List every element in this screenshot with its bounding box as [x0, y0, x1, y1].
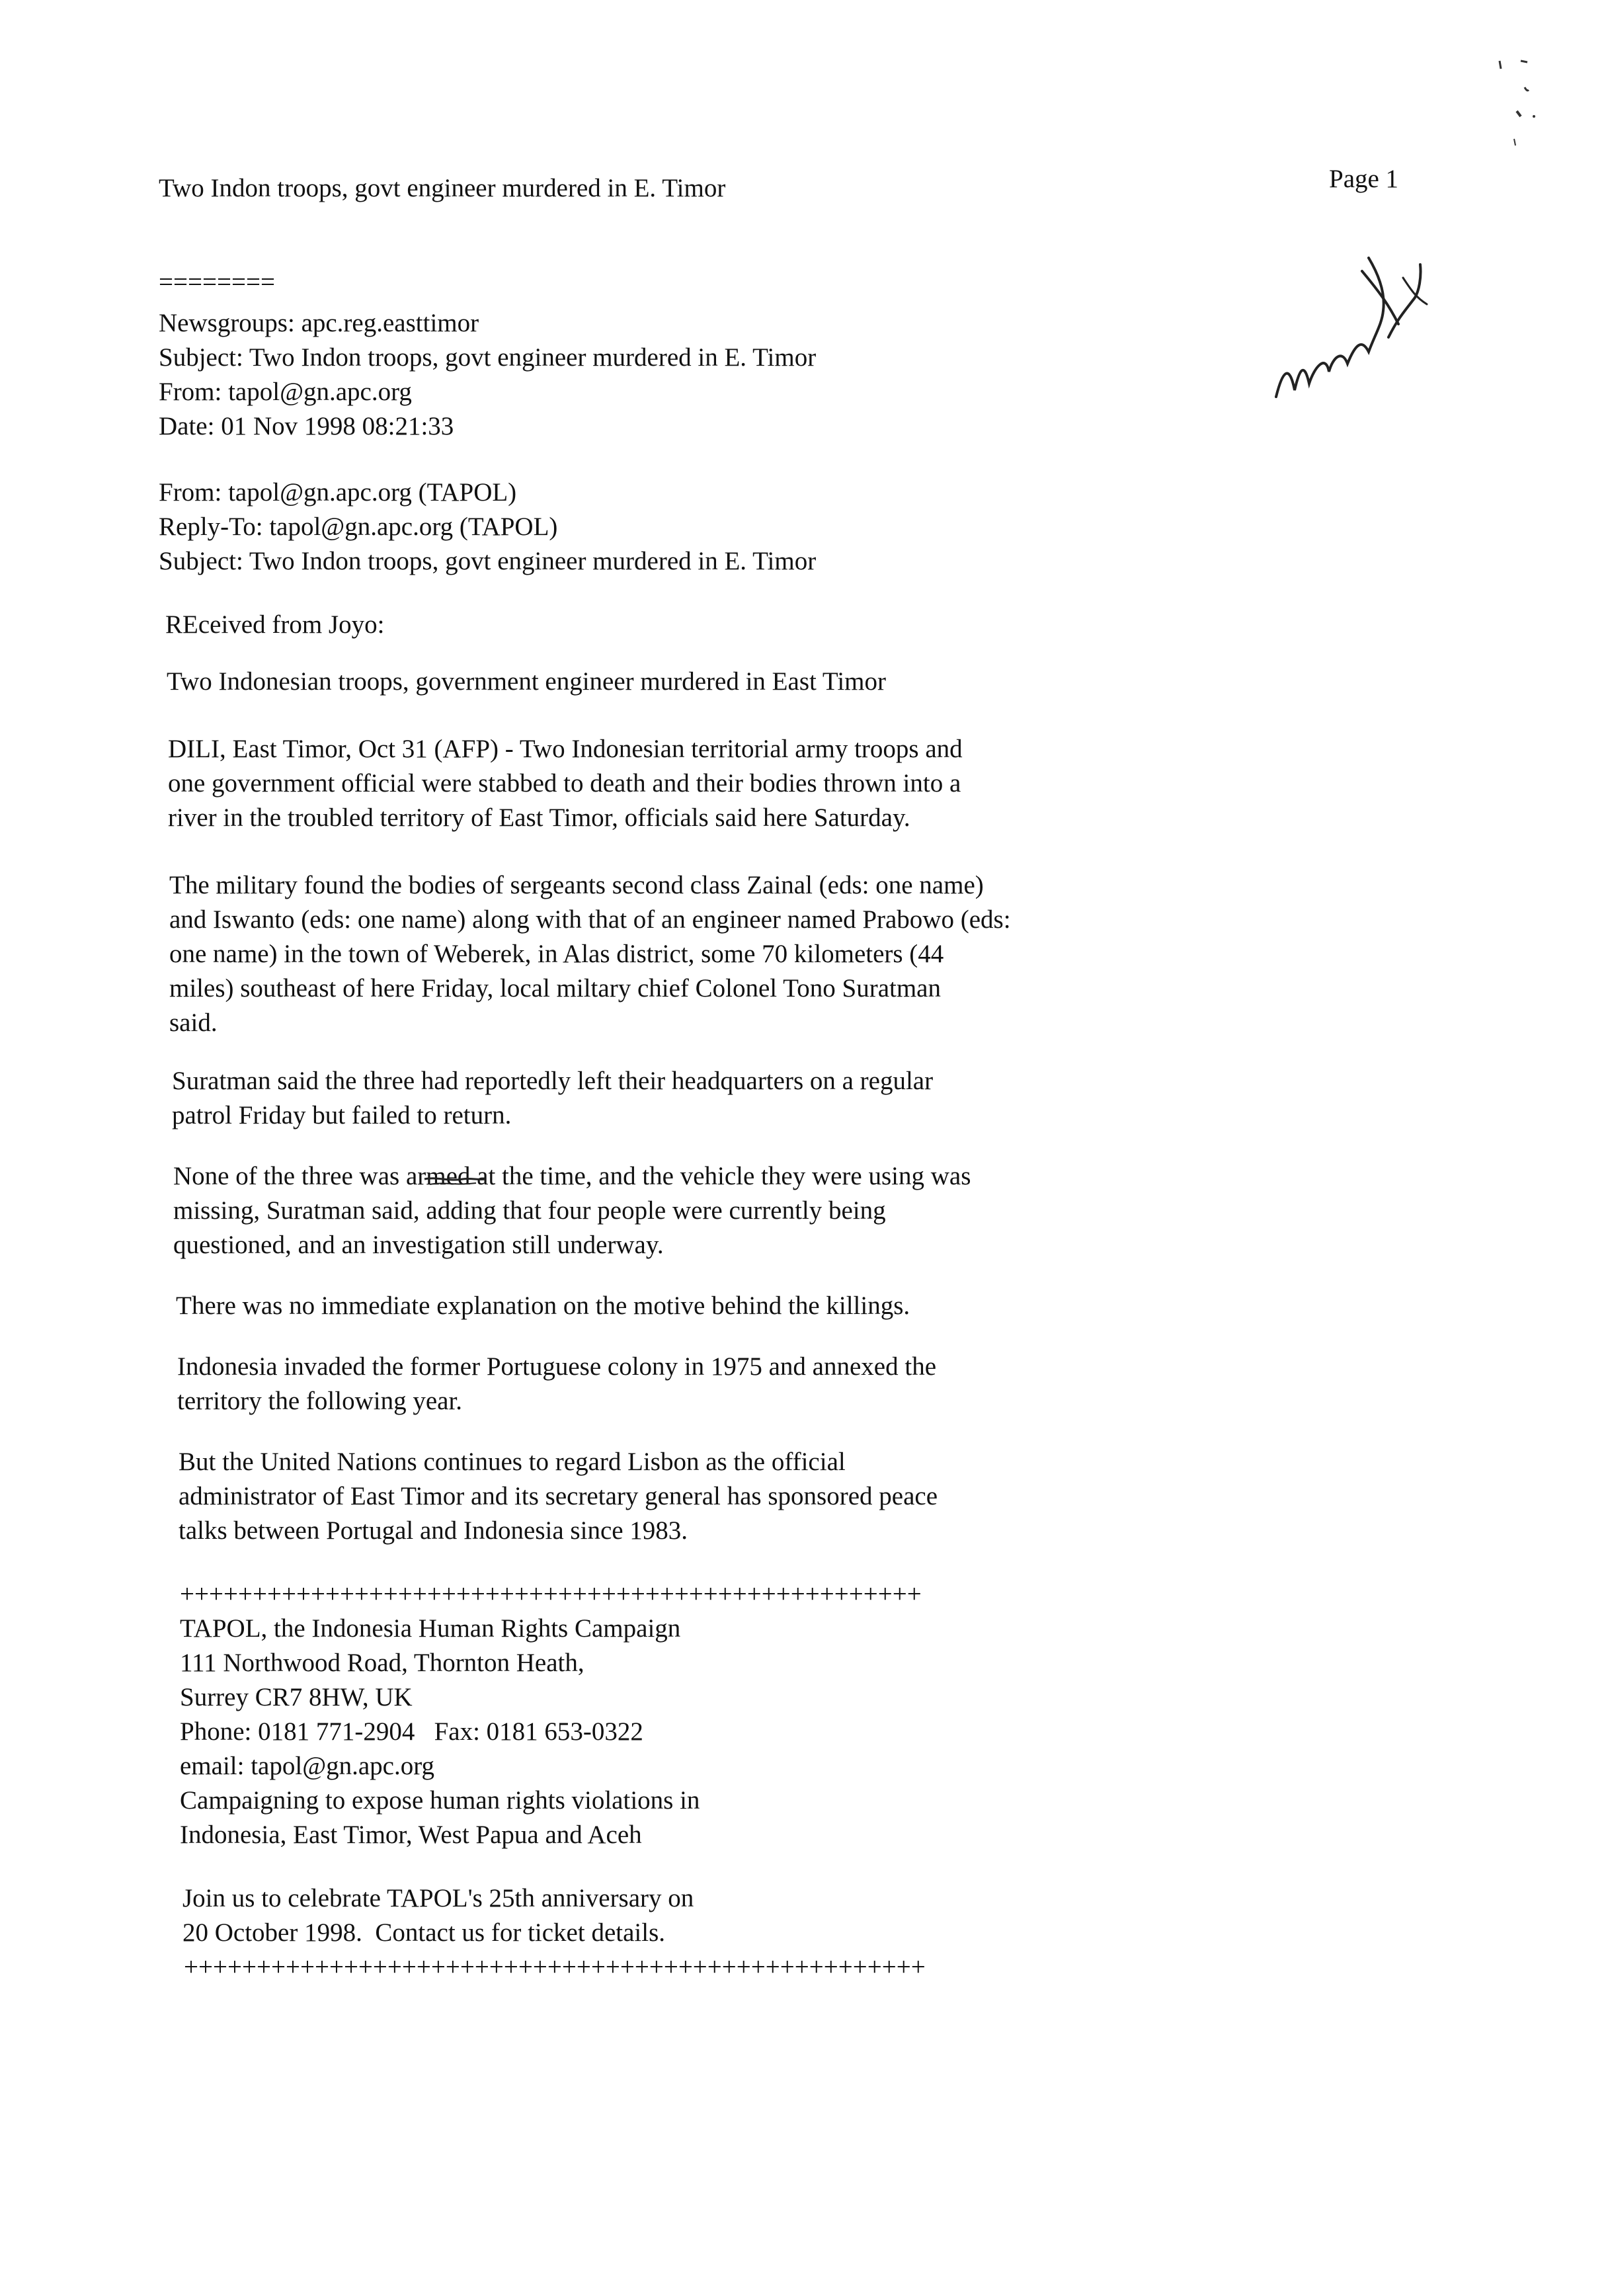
footer-line: email: tapol@gn.apc.org: [180, 1752, 435, 1780]
paragraph-line: Suratman said the three had reportedly left their headquarters on a regular: [172, 1067, 934, 1095]
paragraph-line: patrol Friday but failed to return.: [172, 1101, 512, 1129]
footer-line: 111 Northwood Road, Thornton Heath,: [180, 1649, 584, 1677]
handwritten-underline: [423, 1175, 487, 1188]
corner-marks: [1488, 53, 1593, 172]
paragraph-line: administrator of East Timor and its secretary general has sponsored peace: [179, 1482, 938, 1510]
handwritten-annotation: [1263, 198, 1435, 410]
paragraph-line: said.: [169, 1008, 218, 1037]
reply-subject-line: Subject: Two Indon troops, govt engineer murdered in E. Timor: [159, 547, 817, 575]
reply-from-line: From: tapol@gn.apc.org (TAPOL): [159, 478, 517, 507]
header-rule: ========: [159, 268, 275, 296]
paragraph-line: DILI, East Timor, Oct 31 (AFP) - Two Indonesian territorial army troops and: [168, 735, 963, 763]
paragraph-line: Indonesia invaded the former Portuguese colony in 1975 and annexed the: [177, 1352, 937, 1381]
date-line: Date: 01 Nov 1998 08:21:33: [159, 412, 454, 440]
newsgroups-line: Newsgroups: apc.reg.easttimor: [159, 309, 479, 337]
footer-line: Phone: 0181 771-2904 Fax: 0181 653-0322: [180, 1717, 643, 1746]
reply-to-line: Reply-To: tapol@gn.apc.org (TAPOL): [159, 512, 558, 541]
paragraph-line: The military found the bodies of sergeants second class Zainal (eds: one name): [169, 871, 984, 899]
paragraph-line: None of the three was armed at the time, and the vehicle they were using was: [173, 1162, 971, 1190]
footer-rule-bottom: +++++++++++++++++++++++++++++++++++++++++++++++++++: [184, 1953, 926, 1981]
article-headline: Two Indonesian troops, government engineer murdered in East Timor: [167, 667, 886, 696]
paragraph-line: questioned, and an investigation still underway.: [173, 1231, 664, 1259]
footer-line: Surrey CR7 8HW, UK: [180, 1683, 413, 1711]
footer-line: TAPOL, the Indonesia Human Rights Campaign: [180, 1614, 681, 1643]
subject-line: Subject: Two Indon troops, govt engineer murdered in E. Timor: [159, 343, 817, 372]
paragraph-line: miles) southeast of here Friday, local miltary chief Colonel Tono Suratman: [169, 974, 941, 1003]
paragraph-line: river in the troubled territory of East Timor, officials said here Saturday.: [168, 803, 910, 832]
join-line: Join us to celebrate TAPOL's 25th anniversary on: [182, 1884, 694, 1912]
paragraph-line: There was no immediate explanation on the motive behind the killings.: [176, 1292, 910, 1320]
paragraph-line: talks between Portugal and Indonesia since 1983.: [179, 1516, 688, 1545]
page-number: Page 1: [1329, 165, 1399, 193]
received-line: REceived from Joyo:: [165, 610, 385, 639]
footer-line: Campaigning to expose human rights violations in: [180, 1786, 700, 1815]
from-line: From: tapol@gn.apc.org: [159, 378, 412, 406]
join-line: 20 October 1998. Contact us for ticket details.: [182, 1918, 665, 1947]
footer-line: Indonesia, East Timor, West Papua and Aceh: [180, 1821, 642, 1849]
paragraph-line: and Iswanto (eds: one name) along with that of an engineer named Prabowo (eds:: [169, 905, 1011, 934]
document-title: Two Indon troops, govt engineer murdered in E. Timor: [159, 174, 726, 202]
paragraph-line: one government official were stabbed to death and their bodies thrown into a: [168, 769, 961, 798]
paragraph-line: missing, Suratman said, adding that four people were currently being: [173, 1196, 886, 1225]
paragraph-line: territory the following year.: [177, 1387, 463, 1415]
paragraph-line: But the United Nations continues to regard Lisbon as the official: [179, 1448, 846, 1476]
footer-rule-top: +++++++++++++++++++++++++++++++++++++++++++++++++++: [180, 1580, 922, 1608]
paragraph-line: one name) in the town of Weberek, in Alas district, some 70 kilometers (44: [169, 940, 944, 968]
